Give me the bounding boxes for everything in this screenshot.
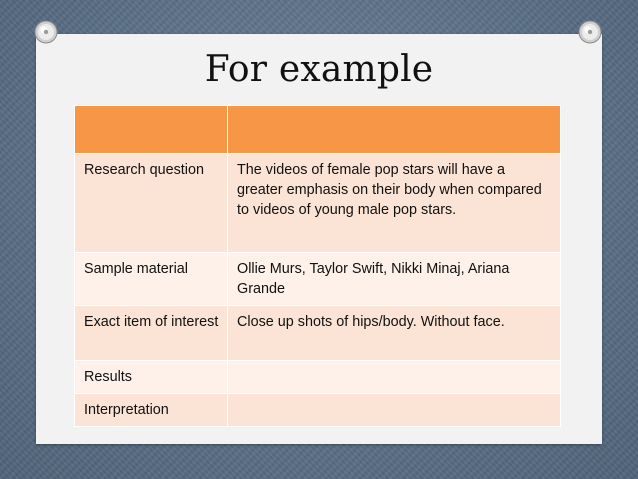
row-value-interpretation [228,394,561,427]
table-row [75,394,561,427]
row-value-exact-item: Close up shots of hips/body. Without face. [228,306,561,361]
table-header-cell [228,106,561,154]
table-row [75,154,561,253]
row-label-results: Results [75,361,228,394]
row-value-sample-material: Ollie Murs, Taylor Swift, Nikki Minaj, Ariana Grande [228,253,561,306]
table-header-row [75,106,561,154]
table-row [75,361,561,394]
example-table [74,105,561,427]
row-label-interpretation: Interpretation [75,394,228,427]
row-label-research-question: Research question [75,154,228,253]
slide-title: For example [204,49,434,90]
row-label-sample-material: Sample material [75,253,228,306]
row-value-research-question: The videos of female pop stars will have a greater emphasis on their body when compared to videos of young male pop stars. [228,154,561,253]
row-value-results [228,361,561,394]
table-row [75,306,561,361]
row-label-exact-item: Exact item of interest [75,306,228,361]
table-header-cell [75,106,228,154]
pushpin-icon [577,19,603,45]
pushpin-icon [33,19,59,45]
table-row [75,253,561,306]
